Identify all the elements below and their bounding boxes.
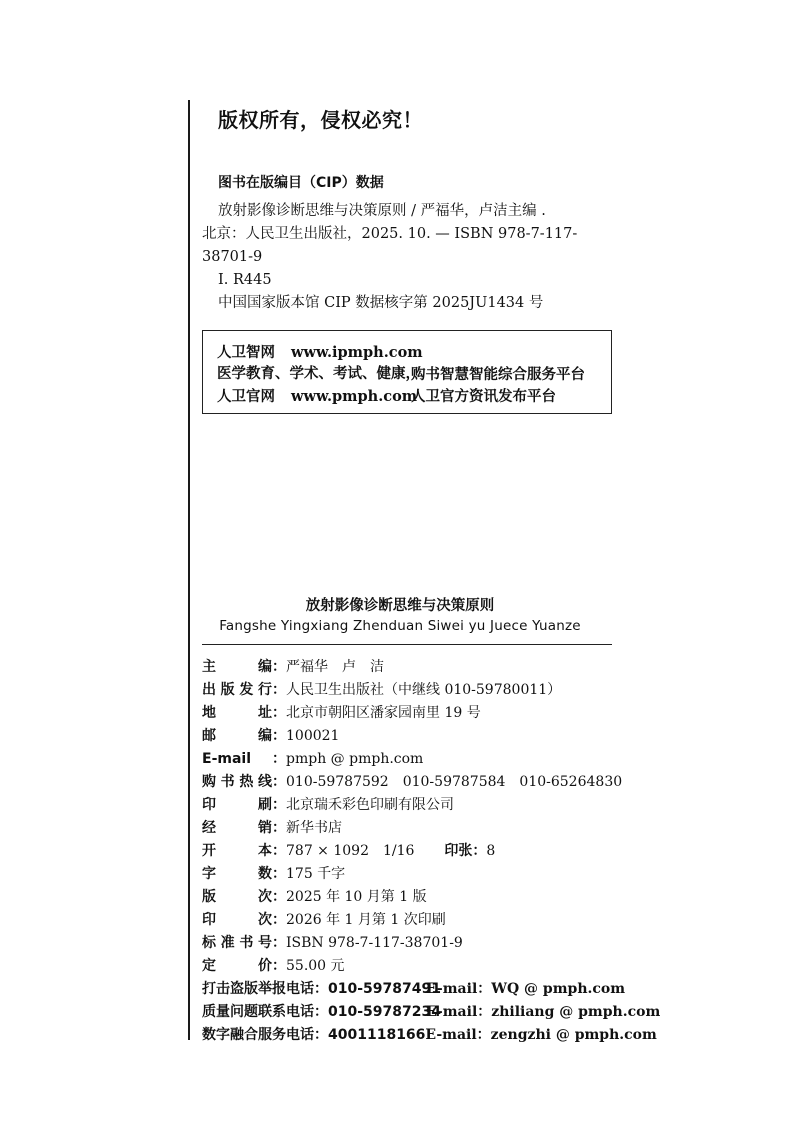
detail-row: 标准书号 ： ISBN 978-7-117-38701-9	[202, 932, 632, 955]
detail-value: 人民卫生出版社（中继线 010-59780011）	[286, 682, 562, 698]
detail-value: 严福华 卢 洁	[286, 659, 384, 675]
detail-label: 出版发行	[202, 682, 272, 698]
detail-row: 购书热线 ： 010-59787592 010-59787584 010-65264830	[202, 771, 632, 794]
detail-row: 印次 ： 2026 年 1 月第 1 次印刷	[202, 909, 632, 932]
book-title-en: Fangshe Yingxiang Zhenduan Siwei yu Juece Yuanze	[219, 618, 581, 634]
detail-row: E-mail ： pmph @ pmph.com	[202, 751, 424, 767]
detail-row: 主编 ： 严福华 卢 洁	[202, 656, 632, 679]
detail-value: 北京市朝阳区潘家园南里 19 号	[286, 705, 481, 721]
website-row	[217, 385, 556, 406]
detail-value: 55.00 元	[286, 958, 345, 974]
copyright-notice: 版权所有，侵权必究！	[218, 108, 423, 132]
website-desc: 人卫官方资讯发布平台	[411, 389, 556, 405]
website-name: 人卫官网	[217, 389, 275, 405]
detail-label: 地址	[202, 705, 272, 721]
book-title-cn: 放射影像诊断思维与决策原则	[305, 598, 495, 614]
detail-value: 175 千字	[286, 866, 346, 882]
contact-phone: 数字融合服务电话：4001118166	[202, 1027, 426, 1043]
cip-line: 38701-9	[202, 249, 263, 265]
contact-row	[202, 978, 632, 1001]
detail-label: 邮编	[202, 728, 272, 744]
detail-label: 印次	[202, 912, 272, 928]
detail-label: 定价	[202, 958, 272, 974]
detail-label: 字数	[202, 866, 272, 882]
detail-value: 2026 年 1 月第 1 次印刷	[286, 912, 446, 928]
detail-value: 北京瑞禾彩色印刷有限公司	[286, 797, 454, 813]
detail-row: 字数 ： 175 千字	[202, 863, 632, 886]
cip-line: 北京：人民卫生出版社，2025. 10. — ISBN 978-7-117-	[202, 226, 578, 242]
detail-label: 购书热线	[202, 774, 272, 790]
detail-value: ISBN 978-7-117-38701-9	[286, 935, 463, 951]
cip-line: 放射影像诊断思维与决策原则 / 严福华，卢洁主编 .	[218, 203, 546, 219]
cip-line: I. R445	[218, 272, 272, 288]
website-desc: 购书智慧智能综合服务平台	[411, 367, 585, 383]
website-name: 人卫智网	[217, 345, 275, 361]
cip-block	[202, 200, 602, 315]
contact-row	[202, 1001, 661, 1024]
detail-row: 经销 ： 新华书店	[202, 817, 632, 840]
website-box	[202, 330, 612, 414]
detail-value: 新华书店	[286, 820, 342, 836]
detail-label: 主编	[202, 659, 272, 675]
margin-rule	[188, 100, 190, 1040]
cip-line: 中国国家版本馆 CIP 数据核字第 2025JU1434 号	[218, 295, 544, 311]
detail-label: E-mail	[202, 751, 252, 767]
detail-value: 2025 年 10 月第 1 版	[286, 889, 427, 905]
detail-label: 标准书号	[202, 935, 272, 951]
detail-row: 邮编 ： 100021	[202, 725, 632, 748]
detail-row: 出版发行 ： 人民卫生出版社（中继线 010-59780011）	[202, 679, 632, 702]
detail-row: 定价 ： 55.00 元	[202, 955, 632, 978]
detail-value: 787 × 1092 1/16	[286, 843, 415, 859]
contact-email: E-mail：WQ @ pmph.com	[426, 981, 626, 997]
website-url[interactable]: www.pmph.com	[291, 388, 418, 405]
detail-label: 印刷	[202, 797, 272, 813]
detail-label: 印张	[444, 843, 473, 859]
detail-value: 010-59787592 010-59787584 010-65264830	[286, 774, 623, 790]
detail-value: 8	[486, 843, 496, 859]
publication-details	[202, 656, 661, 1047]
divider	[202, 644, 612, 645]
detail-row: 开本 ： 787 × 1092 1/16 印张 ： 8	[202, 840, 632, 863]
contact-phone: 打击盗版举报电话：010-59787491	[202, 981, 441, 997]
contact-email: E-mail：zhiliang @ pmph.com	[426, 1004, 661, 1020]
contact-row	[202, 1024, 657, 1047]
contact-phone: 质量问题联系电话：010-59787234	[202, 1004, 441, 1020]
website-url[interactable]: www.ipmph.com	[291, 344, 423, 361]
detail-row: 印刷 ： 北京瑞禾彩色印刷有限公司	[202, 794, 632, 817]
website-desc: 医学教育、学术、考试、健康，	[217, 366, 420, 382]
detail-row: 地址 ： 北京市朝阳区潘家园南里 19 号	[202, 702, 632, 725]
detail-value: 100021	[286, 728, 340, 744]
detail-label: 开本	[202, 843, 272, 859]
detail-row: 版次 ： 2025 年 10 月第 1 版	[202, 886, 632, 909]
cip-title: 图书在版编目（CIP）数据	[218, 175, 384, 191]
contact-email: E-mail：zengzhi @ pmph.com	[425, 1027, 657, 1043]
detail-label: 经销	[202, 820, 272, 836]
detail-label: 版次	[202, 889, 272, 905]
detail-value: pmph @ pmph.com	[286, 751, 424, 767]
